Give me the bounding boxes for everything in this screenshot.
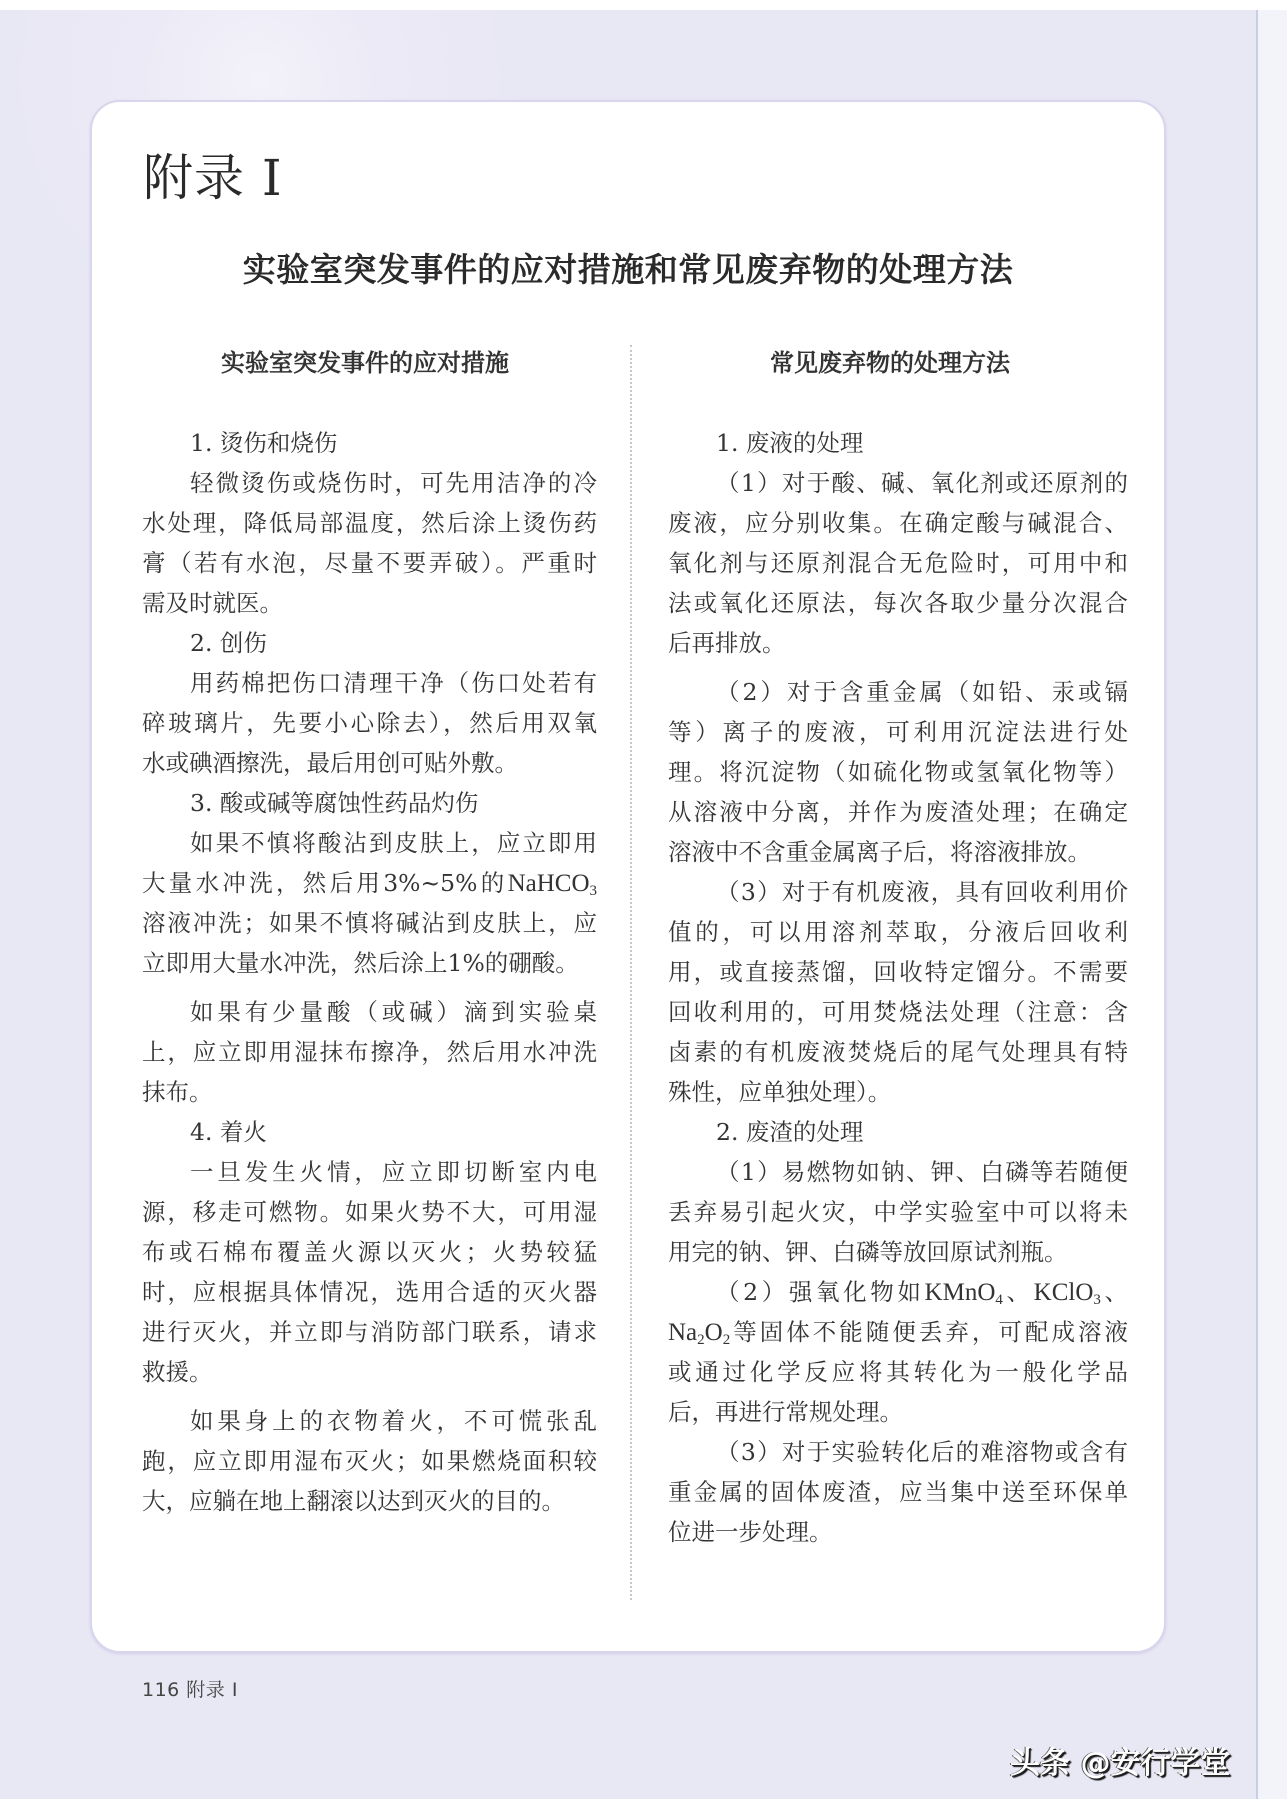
text-line: （2）对于含重金属（如铅、汞或镉 <box>716 678 1128 706</box>
text-line: 如果不慎将酸沾到皮肤上，应立即用 <box>190 829 597 857</box>
section-heading: 2. 废渣的处理 <box>716 1118 864 1146</box>
text-line: （3）对于实验转化后的难溶物或含有 <box>716 1438 1128 1466</box>
text-line: 理。将沉淀物（如硫化物或氢氧化物等） <box>668 758 1128 786</box>
text-line: 溶液冲洗；如果不慎将碱沾到皮肤上，应 <box>142 909 597 937</box>
text-line: （1）对于酸、碱、氧化剂或还原剂的 <box>716 469 1128 497</box>
text-line: 用药棉把伤口清理干净（伤口处若有 <box>190 669 597 697</box>
text-line: 时，应根据具体情况，选用合适的灭火器 <box>142 1278 597 1306</box>
text-line: 上，应立即用湿抹布擦净，然后用水冲洗 <box>142 1038 597 1066</box>
text-line: 如果身上的衣物着火，不可慌张乱 <box>190 1407 597 1435</box>
text-line: 水或碘酒擦洗，最后用创可贴外敷。 <box>142 749 518 777</box>
page-edge-line <box>1256 10 1258 1799</box>
chemical-formula: KClO$_3$ <box>1033 1279 1101 1308</box>
section-heading: 2. 创伤 <box>190 629 267 657</box>
watermark: 头条 @安行学堂 <box>1010 1746 1231 1781</box>
text-line: 等）离子的废液，可利用沉淀法进行处 <box>668 718 1128 746</box>
text-line: 抹布。 <box>142 1078 213 1106</box>
text-line: 后，再进行常规处理。 <box>668 1398 903 1426</box>
text-line: 重金属的固体废渣，应当集中送至环保单 <box>668 1478 1128 1506</box>
left-column-body <box>142 423 597 1521</box>
text-line: （3）对于有机废液，具有回收利用价 <box>716 878 1128 906</box>
text-line: （1）易燃物如钠、钾、白磷等若随便 <box>716 1158 1128 1186</box>
text-line: 废液，应分别收集。在确定酸与碱混合、 <box>668 509 1128 537</box>
text-line: 进行灭火，并立即与消防部门联系，请求 <box>142 1318 597 1346</box>
chemical-formula: $Na_2$ <box>668 1319 705 1348</box>
text-line: 源，移走可燃物。如果火势不大，可用湿 <box>142 1198 597 1226</box>
section-heading: 1. 烫伤和烧伤 <box>190 429 338 457</box>
section-heading: 1. 废液的处理 <box>716 429 864 457</box>
section-heading: 3. 酸或碱等腐蚀性药品灼伤 <box>190 789 479 817</box>
text-line: 轻微烫伤或烧伤时，可先用洁净的冷 <box>190 469 597 497</box>
chemical-formula: KMnO$_4$ <box>924 1279 1003 1308</box>
text-line: 大量水冲洗，然后用3%~5%的NaHCO$_3$ <box>142 869 597 899</box>
text-line: 水处理，降低局部温度，然后涂上烫伤药 <box>142 509 597 537</box>
text-line: 跑，应立即用湿布灭火；如果燃烧面积较 <box>142 1447 597 1475</box>
chemical-formula: NaHCO$_3$ <box>507 870 597 899</box>
section-heading: 4. 着火 <box>190 1118 267 1146</box>
appendix-title: 附录 I <box>143 149 283 207</box>
text-line: 用，或直接蒸馏，回收特定馏分。不需要 <box>668 958 1128 986</box>
text-line: 如果有少量酸（或碱）滴到实验桌 <box>190 998 597 1026</box>
text-line: （2）强氧化物如KMnO$_4$、KClO$_3$、 <box>716 1278 1129 1308</box>
text-line: 丢弃易引起火灾，中学实验室中可以将未 <box>668 1198 1128 1226</box>
page-footer: 116 附录 I <box>142 1679 238 1701</box>
text-line: 位进一步处理。 <box>668 1518 833 1546</box>
text-line: 需及时就医。 <box>142 589 283 617</box>
text-line: 救援。 <box>142 1358 213 1386</box>
right-margin-strip <box>1258 10 1287 1799</box>
text-line: 卤素的有机废液焚烧后的尾气处理具有特 <box>668 1038 1128 1066</box>
text-line: $Na_2O_2$等固体不能随便丢弃，可配成溶液 <box>668 1318 1128 1348</box>
text-line: 用完的钠、钾、白磷等放回原试剂瓶。 <box>668 1238 1068 1266</box>
text-line: 一旦发生火情，应立即切断室内电 <box>190 1158 597 1186</box>
text-line: 或通过化学反应将其转化为一般化学品 <box>668 1358 1128 1386</box>
chemical-formula: $O_2$ <box>704 1319 731 1348</box>
text-line: 布或石棉布覆盖火源以灭火；火势较猛 <box>142 1238 597 1266</box>
text-line: 回收利用的，可用焚烧法处理（注意：含 <box>668 998 1128 1026</box>
right-column-body <box>668 423 1128 1552</box>
left-column-heading: 实验室突发事件的应对措施 <box>221 349 509 377</box>
text-line: 大，应躺在地上翻滚以达到灭火的目的。 <box>142 1487 565 1515</box>
text-line: 氧化剂与还原剂混合无危险时，可用中和 <box>668 549 1128 577</box>
text-line: 殊性，应单独处理）。 <box>668 1078 892 1106</box>
text-line: 后再排放。 <box>668 629 786 657</box>
text-line: 法或氧化还原法，每次各取少量分次混合 <box>668 589 1128 617</box>
text-line: 立即用大量水冲洗，然后涂上1%的硼酸。 <box>142 949 579 977</box>
column-divider <box>630 345 632 1600</box>
page-title: 实验室突发事件的应对措施和常见废弃物的处理方法 <box>242 250 1014 289</box>
text-line: 值的，可以用溶剂萃取，分液后回收利 <box>668 918 1128 946</box>
right-column-heading: 常见废弃物的处理方法 <box>770 349 1010 377</box>
text-line: 溶液中不含重金属离子后，将溶液排放。 <box>668 838 1091 866</box>
text-line: 碎玻璃片，先要小心除去），然后用双氧 <box>142 709 597 737</box>
text-line: 从溶液中分离，并作为废渣处理；在确定 <box>668 798 1128 826</box>
text-line: 膏（若有水泡，尽量不要弄破）。严重时 <box>142 549 597 577</box>
